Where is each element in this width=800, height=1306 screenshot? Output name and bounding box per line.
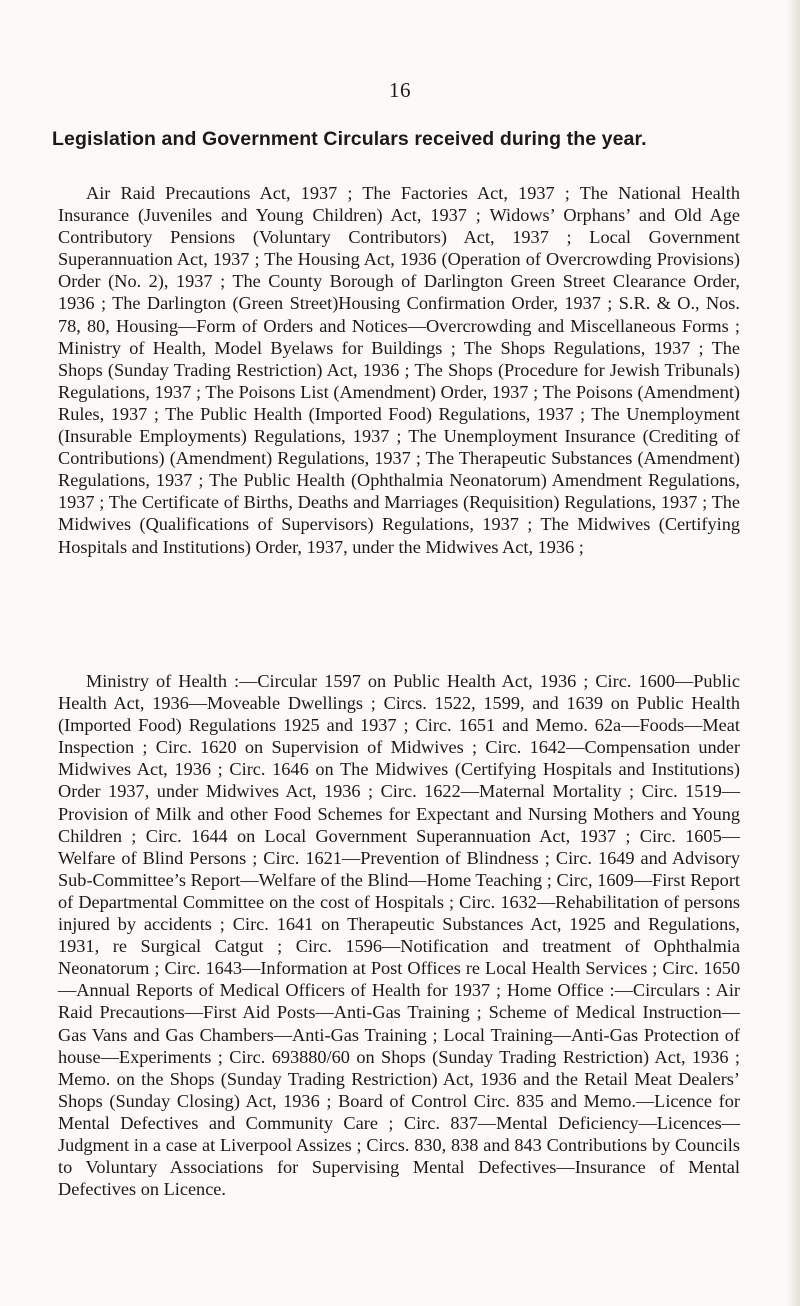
circulars-paragraph: Ministry of Health :—Circular 1597 on Public Health Act, 1936 ; Circ. 1600—Public Health Act, 1936—Moveable Dwellings ; Circs. 1522, 1599, and 1639 on Public Health (Imported Food) Regulations 1925 and 1937 ; Circ. 1651 and Memo. 62a—Foods—Meat Inspection ; Circ. 1620 on Supervision of Midwives ; Circ. 1642—Compensation under Midwives Act, 1936 ; Circ. 1646 on The Midwives (Certifying Hospitals and Institutions) Order 1937, under Midwives Act, 1936 ; Circ. 1622—Maternal Mortality ; Circ. 1519—Provision of Milk and other Food Schemes for Expectant and Nursing Mothers and Young Children ; Circ. 1644 on Local Government Superannuation Act, 1937 ; Circ. 1605—Welfare of Blind Persons ; Circ. 1621—Prevention of Blindness ; Circ. 1649 and Advisory Sub-Committee’s Report—Welfare of the Blind—Home Teaching ; Circ, 1609—First Report of Departmental Committee on the cost of Hospitals ; Circ. 1632—Rehabilitation of persons injured by accidents ; Circ. 1641 on Therapeutic Substances Act, 1925 and Regulations, 1931, re Surgical Catgut ; Circ. 1596—Notification and treatment of Ophthalmia Neonatorum ; Circ. 1643—Information at Post Offices re Local Health Services ; Circ. 1650—Annual Reports of Medical Officers of Health for 1937 ; Home Office :—Circulars : Air Raid Precautions—First Aid Posts—Anti-Gas Training ; Scheme of Medical Instruction—Gas Vans and Gas Chambers—Anti-Gas Training ; Local Training—Anti-Gas Protection of house—Experiments ; Circ. 693880/60 on Shops (Sunday Trading Restriction) Act, 1936 ; Memo. on the Shops (Sunday Trading Restriction) Act, 1936 and the Retail Meat Dealers’ Shops (Sunday Closing) Act, 1936 ; Board of Control Circ. 835 and Memo.—Licence for Mental Defectives and Community Care ; Circ. 837—Mental Deficiency—Licences—Judgment in a case at Liverpool Assizes ; Circs. 830, 838 and 843 Contributions by Councils to Voluntary Associations for Supervising Mental Defectives—Insurance of Mental Defectives on Licence.: [58, 671, 740, 1200]
legislation-paragraph: Air Raid Precautions Act, 1937 ; The Factories Act, 1937 ; The National Health Insurance (Juveniles and Young Children) Act, 1937 ; Widows’ Orphans’ and Old Age Contributory Pensions (Voluntary Contributors) Act, 1937 ; Local Government Superannuation Act, 1937 ; The Housing Act, 1936 (Operation of Overcrowding Provisions) Order (No. 2), 1937 ; The County Borough of Darlington Green Street Clearance Order, 1936 ; The Darlington (Green Street)Housing Confirmation Order, 1937 ; S.R. & O., Nos. 78, 80, Housing—Form of Orders and Notices—Overcrowding and Miscellaneous Forms ; Ministry of Health, Model Byelaws for Buildings ; The Shops Regulations, 1937 ; The Shops (Sunday Trading Restriction) Act, 1936 ; The Shops (Procedure for Jewish Tribunals) Regulations, 1937 ; The Poisons List (Amendment) Order, 1937 ; The Poisons (Amendment) Rules, 1937 ; The Public Health (Imported Food) Regulations, 1937 ; The Unemployment (Insurable Employments) Regulations, 1937 ; The Unemployment Insurance (Crediting of Contributions) (Amendment) Regulations, 1937 ; The Therapeutic Substances (Amendment) Regulations, 1937 ; The Public Health (Ophthalmia Neonatorum) Amendment Regulations, 1937 ; The Certificate of Births, Deaths and Marriages (Requisition) Regulations, 1937 ; The Midwives (Qualifications of Supervisors) Regulations, 1937 ; The Midwives (Certifying Hospitals and Institutions) Order, 1937, under the Midwives Act, 1936 ;: [58, 183, 740, 557]
page-edge-shadow: [786, 0, 800, 1306]
section-heading: Legislation and Government Circulars received during the year.: [52, 128, 647, 150]
page-number: 16: [389, 78, 411, 102]
